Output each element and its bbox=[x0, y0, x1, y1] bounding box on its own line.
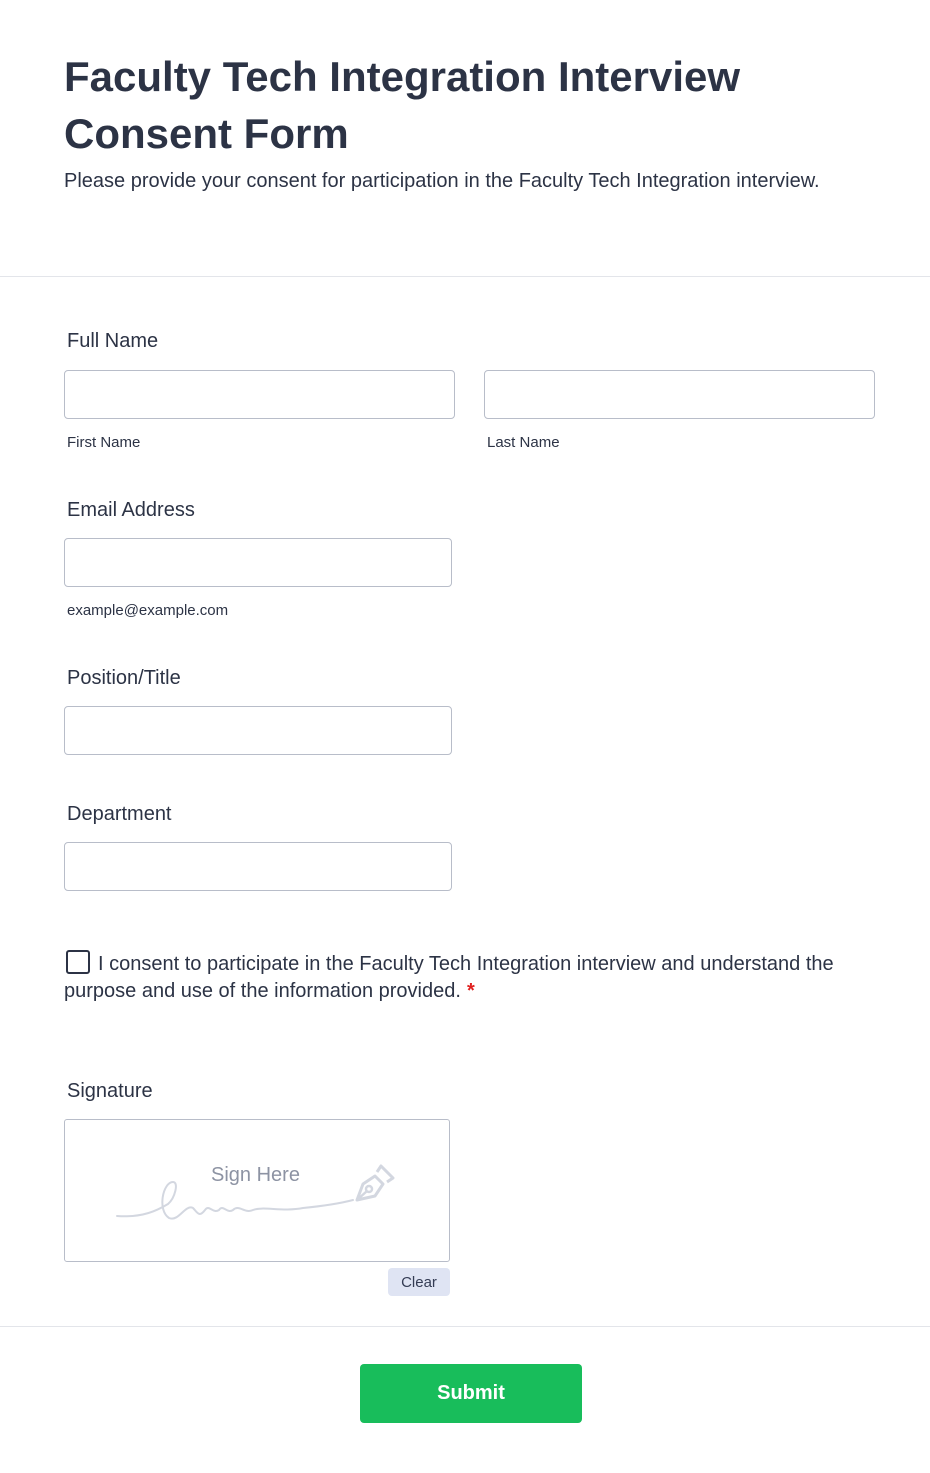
department-label: Department bbox=[67, 803, 172, 825]
email-input[interactable] bbox=[64, 538, 452, 587]
pen-nib-icon bbox=[349, 1160, 399, 1210]
department-input[interactable] bbox=[64, 842, 452, 891]
clear-signature-button[interactable]: Clear bbox=[388, 1268, 450, 1296]
form-subtitle: Please provide your consent for participation in the Faculty Tech Integration interview. bbox=[64, 170, 820, 192]
signature-pad[interactable] bbox=[64, 1119, 450, 1262]
full-name-label: Full Name bbox=[67, 330, 159, 352]
required-mark: * bbox=[466, 980, 475, 1002]
consent-row bbox=[64, 950, 844, 1005]
position-label: Position/Title bbox=[67, 667, 181, 689]
form-title: Faculty Tech Integration Interview Consent Form bbox=[64, 53, 741, 157]
position-input[interactable] bbox=[64, 706, 452, 755]
last-name-input[interactable] bbox=[484, 370, 875, 419]
signature-hint: Sign Here bbox=[211, 1164, 300, 1186]
signature-label: Signature bbox=[67, 1080, 153, 1102]
first-name-input[interactable] bbox=[64, 370, 455, 419]
submit-button[interactable]: Submit bbox=[360, 1364, 582, 1423]
first-name-sublabel: First Name bbox=[67, 434, 141, 451]
footer-divider bbox=[0, 1326, 930, 1327]
form-header bbox=[0, 0, 930, 277]
consent-text: I consent to participate in the Faculty Tech Integration interview and understand the purpose and use of the information provided. bbox=[64, 953, 834, 1002]
consent-checkbox[interactable] bbox=[66, 950, 90, 974]
email-sublabel: example@example.com bbox=[67, 602, 229, 619]
email-label: Email Address bbox=[67, 499, 195, 521]
last-name-sublabel: Last Name bbox=[487, 434, 560, 451]
